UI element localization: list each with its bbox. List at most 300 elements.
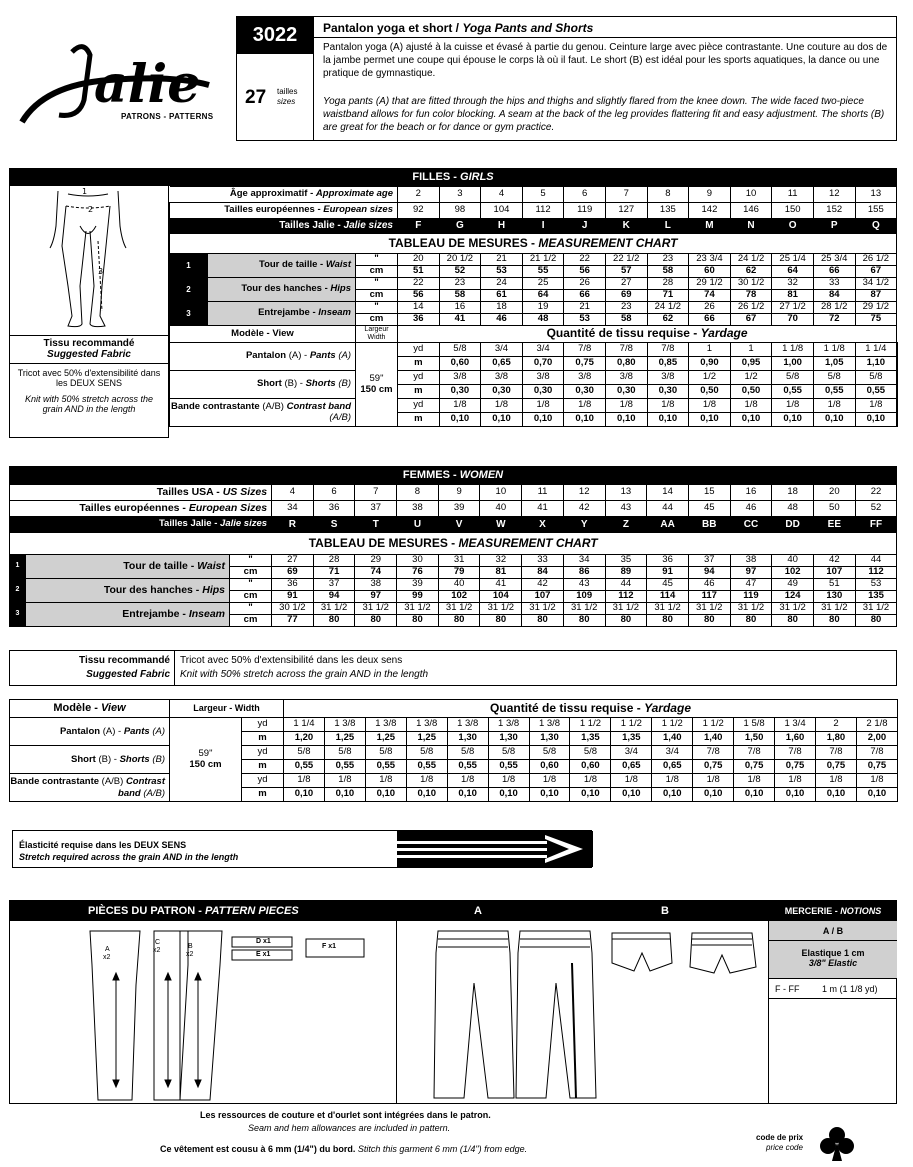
measure-cm-cell: 64 xyxy=(522,290,564,302)
jalie-size-cell: S xyxy=(313,517,355,533)
yard-m-cell: 1,05 xyxy=(813,357,855,371)
piece-c-count: x2 xyxy=(153,947,161,954)
measure-inch-cell: 26 1/2 xyxy=(855,254,897,266)
measure-inch-cell: 32 xyxy=(772,278,814,290)
notions-amount: 1 m (1 1/8 yd) xyxy=(822,984,878,994)
yard-yd-cell: 1/8 xyxy=(856,774,897,788)
us-size-cell: 6 xyxy=(313,485,355,501)
yard-yd-cell: 1/8 xyxy=(447,774,488,788)
measure-inch-cell: 26 xyxy=(564,278,606,290)
unit-m: m xyxy=(398,357,440,371)
yard-m-cell: 0,55 xyxy=(855,385,897,399)
eu-size-cell: 142 xyxy=(689,203,731,219)
yard-m-cell: 0,10 xyxy=(855,413,897,427)
age-cell: 4 xyxy=(481,187,523,203)
yard-m-cell: 0,75 xyxy=(564,357,606,371)
measure-inch-cell: 30 1/2 xyxy=(730,278,772,290)
measure-inch-cell: 33 xyxy=(813,278,855,290)
pieces-header: PIÈCES DU PATRON - PATTERN PIECES A B xyxy=(10,901,768,921)
unit-yd: yd xyxy=(398,343,440,357)
yard-yd-cell: 7/8 xyxy=(734,746,775,760)
measure-inch-cell: 38 xyxy=(730,555,772,567)
measure-cm-cell: 80 xyxy=(730,615,772,627)
yardage-row-label: Bande contrastante (A/B) Contrast band (A/B) xyxy=(10,774,170,802)
yard-m-cell: 0,85 xyxy=(647,357,689,371)
unit-yd: yd xyxy=(242,746,284,760)
age-cell: 2 xyxy=(398,187,440,203)
eu-size-cell: 146 xyxy=(730,203,772,219)
measure-inch-cell: 29 1/2 xyxy=(855,302,897,314)
yard-m-cell: 0,95 xyxy=(730,357,772,371)
measure-inch-cell: 31 1/2 xyxy=(397,603,439,615)
eu-size-cell: 150 xyxy=(772,203,814,219)
yard-yd-cell: 1/8 xyxy=(570,774,611,788)
yard-m-cell: 0,10 xyxy=(775,788,816,802)
us-size-cell: 8 xyxy=(397,485,439,501)
jalie-size-cell: W xyxy=(480,517,522,533)
age-cell: 8 xyxy=(647,187,689,203)
measure-inch-cell: 37 xyxy=(688,555,730,567)
measure-cm-cell: 130 xyxy=(813,591,855,603)
yard-yd-cell: 1/8 xyxy=(605,399,647,413)
measure-inch-cell: 31 1/2 xyxy=(730,603,772,615)
yard-m-cell: 1,20 xyxy=(284,732,325,746)
us-size-cell: 7 xyxy=(355,485,397,501)
pattern-pieces-section xyxy=(9,900,897,1104)
pattern-code: 3022 xyxy=(237,17,313,53)
yard-yd-cell xyxy=(897,399,898,413)
age-cell: 7 xyxy=(605,187,647,203)
measure-cm-cell: 135 xyxy=(855,591,897,603)
measure-inch-cell: 21 xyxy=(481,254,523,266)
measure-inch-cell: 24 1/2 xyxy=(647,302,689,314)
jalie-size-cell: DD xyxy=(772,517,814,533)
yard-yd-cell: 7/8 xyxy=(816,746,857,760)
eu-size-cell: 127 xyxy=(605,203,647,219)
yard-m-cell: 0,55 xyxy=(447,760,488,774)
yard-yd-cell: 1/8 xyxy=(284,774,325,788)
measure-cm-cell: 107 xyxy=(813,567,855,579)
measure-cm-cell: 102 xyxy=(438,591,480,603)
measure-inch-cell: 40 xyxy=(438,579,480,591)
measure-inch-cell: 38 xyxy=(355,579,397,591)
measure-number: 2 xyxy=(170,278,208,302)
yard-yd-cell: 7/8 xyxy=(647,343,689,357)
measure-cm-cell: 84 xyxy=(813,290,855,302)
yard-m-cell: 0,10 xyxy=(406,788,447,802)
measure-cm-cell: 80 xyxy=(563,615,605,627)
yard-yd-cell: 5/8 xyxy=(365,746,406,760)
women-yardage-table xyxy=(9,699,898,802)
yard-m-cell: 0,60 xyxy=(439,357,481,371)
unit-inch: " xyxy=(356,302,398,314)
measure-cm-cell: 119 xyxy=(730,591,772,603)
measure-inch-cell: 31 1/2 xyxy=(772,603,814,615)
measure-number: 3 xyxy=(170,302,208,326)
sizes-label-en: sizes xyxy=(277,97,296,106)
jalie-size-cell: P xyxy=(813,219,855,234)
measure-inch-cell: 41 xyxy=(480,579,522,591)
us-size-cell: 4 xyxy=(272,485,314,501)
measure-cm-cell: 80 xyxy=(355,615,397,627)
fabric-desc-en: Knit with 50% stretch across the grain AND in the length xyxy=(180,669,429,680)
fabric-label-fr: Tissu recommandé xyxy=(79,655,170,666)
measure-inch-cell: 28 1/2 xyxy=(813,302,855,314)
measure-cm-cell: 41 xyxy=(439,314,481,326)
measure-cm-cell: 80 xyxy=(855,615,897,627)
fabric-label-fr: Tissu recommandé xyxy=(43,338,135,349)
yard-m-cell: 0,10 xyxy=(564,413,606,427)
measure-cm-cell: 56 xyxy=(564,266,606,278)
eu-size-cell: 44 xyxy=(647,501,689,517)
jalie-size-cell: N xyxy=(730,219,772,234)
unit-inch: " xyxy=(230,579,272,591)
age-cell: 6 xyxy=(564,187,606,203)
yard-m-cell: 0,10 xyxy=(447,788,488,802)
brand-tagline: PATRONS - PATTERNS xyxy=(121,112,214,121)
yard-yd-cell: 5/8 xyxy=(772,371,814,385)
girls-size-table xyxy=(169,186,898,427)
eu-row-label: Tailles européennes - European Sizes xyxy=(10,501,272,517)
eu-size-cell: 34 xyxy=(272,501,314,517)
yard-yd-cell: 1/8 xyxy=(611,774,652,788)
measure-inch-cell: 25 xyxy=(522,278,564,290)
measure-inch-cell: 25 3/4 xyxy=(813,254,855,266)
measure-cm-cell: 109 xyxy=(563,591,605,603)
yard-m-cell: 0,70 xyxy=(522,357,564,371)
measure-cm-cell: 97 xyxy=(355,591,397,603)
sizes-label-fr: tailles xyxy=(277,87,298,96)
yard-m-cell: 0,10 xyxy=(693,788,734,802)
measure-number: 1 xyxy=(10,555,26,579)
jalie-size-cell: Z xyxy=(605,517,647,533)
girls-fabric-box xyxy=(9,336,169,438)
jalie-size-cell: O xyxy=(772,219,814,234)
us-size-cell: 18 xyxy=(772,485,814,501)
view-a-label: A xyxy=(474,905,482,917)
unit-inch: " xyxy=(230,555,272,567)
unit-cm: cm xyxy=(230,615,272,627)
women-section xyxy=(9,466,897,627)
eu-size-cell: 50 xyxy=(813,501,855,517)
measure-cm-cell: 86 xyxy=(563,567,605,579)
yard-m-cell xyxy=(897,357,898,371)
yard-yd-cell: 5/8 xyxy=(324,746,365,760)
jalie-size-cell: X xyxy=(522,517,564,533)
measure-cm-cell: 102 xyxy=(772,567,814,579)
yard-m-cell: 0,10 xyxy=(772,413,814,427)
women-chart-title: TABLEAU DE MESURES - MEASUREMENT CHART xyxy=(10,533,897,555)
women-size-table xyxy=(9,484,897,627)
description-en: Yoga pants (A) that are fitted through the hips and thighs and slightly flared from the knee down. The wide faced two-piece waistband allows for fun color blocking. A seam at the back of the leg provides flattering fit and easy adjustment. The shorts (B) are great for the beach or for dance or gym practice. xyxy=(323,96,885,133)
measure-cm-cell: 124 xyxy=(772,591,814,603)
garment-illustrations-icon xyxy=(400,923,772,1103)
measure-inch-cell: 31 1/2 xyxy=(813,603,855,615)
yard-yd-cell: 7/8 xyxy=(693,746,734,760)
yard-yd-cell: 1/8 xyxy=(775,774,816,788)
yard-yd-cell: 1 3/8 xyxy=(529,718,570,732)
measure-cm-cell: 69 xyxy=(605,290,647,302)
measure-cm-cell: 46 xyxy=(481,314,523,326)
view-b-label: B xyxy=(661,905,669,917)
yard-m-cell: 0,60 xyxy=(529,760,570,774)
piece-b-letter: B xyxy=(188,943,193,950)
yard-m-cell: 0,55 xyxy=(813,385,855,399)
measure-inch-cell: 29 1/2 xyxy=(689,278,731,290)
age-cell: 9 xyxy=(689,187,731,203)
measure-cm-cell: 89 xyxy=(605,567,647,579)
measure-cm-cell: 67 xyxy=(730,314,772,326)
jalie-size-cell: BB xyxy=(688,517,730,533)
measure-cm-cell: 48 xyxy=(522,314,564,326)
measure-inch-cell: 23 3/4 xyxy=(689,254,731,266)
women-fabric-box xyxy=(9,650,897,686)
measure-inch-cell: 32 xyxy=(480,555,522,567)
yard-m-cell: 0,55 xyxy=(406,760,447,774)
yard-m-cell: 0,75 xyxy=(693,760,734,774)
yard-m-cell: 0,65 xyxy=(652,760,693,774)
unit-m: m xyxy=(242,760,284,774)
yard-yd-cell: 1 1/8 xyxy=(813,343,855,357)
measure-cm-cell: 66 xyxy=(813,266,855,278)
measure-number: 2 xyxy=(10,579,26,603)
us-size-cell: 20 xyxy=(813,485,855,501)
yard-m-cell: 0,10 xyxy=(813,413,855,427)
yard-yd-cell: 1/8 xyxy=(730,399,772,413)
yard-m-cell: 0,60 xyxy=(570,760,611,774)
unit-yd: yd xyxy=(242,718,284,732)
measure-inch-cell: 53 xyxy=(855,579,897,591)
svg-text:1: 1 xyxy=(82,187,88,196)
age-row-label: Âge approximatif - Approximate age xyxy=(170,187,398,203)
yard-yd-cell: 1 5/8 xyxy=(734,718,775,732)
measure-inch-cell: 36 xyxy=(272,579,314,591)
jalie-size-cell: M xyxy=(689,219,731,234)
svg-text:3: 3 xyxy=(98,267,104,276)
us-size-cell: 16 xyxy=(730,485,772,501)
yard-m-cell: 0,10 xyxy=(734,788,775,802)
yard-m-cell: 0,10 xyxy=(605,413,647,427)
age-cell: 13 xyxy=(855,187,897,203)
measure-inch-cell: 22 xyxy=(564,254,606,266)
measure-inch-cell: 51 xyxy=(813,579,855,591)
yard-yd-cell: 3/8 xyxy=(439,371,481,385)
yard-yd-cell: 1 3/8 xyxy=(488,718,529,732)
measure-inch-cell: 26 1/2 xyxy=(730,302,772,314)
yard-yd-cell: 1 1/2 xyxy=(611,718,652,732)
eu-size-cell: 98 xyxy=(439,203,481,219)
measure-cm-cell: 72 xyxy=(813,314,855,326)
yardage-row-label: Short (B) - Shorts (B) xyxy=(10,746,170,774)
unit-inch: " xyxy=(356,254,398,266)
measure-inch-cell: 31 1/2 xyxy=(855,603,897,615)
yard-yd-cell: 1 1/2 xyxy=(652,718,693,732)
yard-m-cell: 1,50 xyxy=(734,732,775,746)
yard-m-cell: 0,65 xyxy=(481,357,523,371)
yard-yd-cell: 5/8 xyxy=(570,746,611,760)
yard-yd-cell: 1 1/4 xyxy=(284,718,325,732)
measure-label: Tour des hanches - Hips xyxy=(26,579,230,603)
measure-cm-cell: 53 xyxy=(481,266,523,278)
jalie-size-cell: L xyxy=(647,219,689,234)
yard-yd-cell: 1 1/4 xyxy=(855,343,897,357)
measure-cm-cell: 55 xyxy=(522,266,564,278)
yard-yd-cell: 3/8 xyxy=(647,371,689,385)
stretch-arrow-icon xyxy=(397,831,593,867)
measure-cm-cell: 87 xyxy=(855,290,897,302)
yardage-row-label: Pantalon (A) - Pants (A) xyxy=(170,343,356,371)
measure-cm-cell: 80 xyxy=(605,615,647,627)
measure-inch-cell: 24 xyxy=(481,278,523,290)
unit-m: m xyxy=(242,732,284,746)
measure-inch-cell: 36 xyxy=(647,555,689,567)
yard-m-cell: 0,75 xyxy=(734,760,775,774)
yard-m-cell: 0,75 xyxy=(856,760,897,774)
measure-cm-cell: 76 xyxy=(397,567,439,579)
measure-cm-cell: 97 xyxy=(730,567,772,579)
unit-yd: yd xyxy=(398,371,440,385)
measure-inch-cell: 29 xyxy=(355,555,397,567)
girls-chart-title: TABLEAU DE MESURES - MEASUREMENT CHART xyxy=(170,234,897,254)
piece-b-count: x2 xyxy=(186,951,194,958)
yard-yd-cell: 1/8 xyxy=(772,399,814,413)
yard-m-cell: 1,25 xyxy=(406,732,447,746)
eu-size-cell: 135 xyxy=(647,203,689,219)
unit-yd: yd xyxy=(242,774,284,788)
fabric-label-en: Suggested Fabric xyxy=(47,349,131,360)
measure-inch-cell: 44 xyxy=(605,579,647,591)
measure-cm-cell: 117 xyxy=(688,591,730,603)
measure-inch-cell: 16 xyxy=(439,302,481,314)
unit-m: m xyxy=(398,413,440,427)
stretch-banner xyxy=(12,830,592,868)
notions-sizes: F - FF xyxy=(775,984,800,994)
measure-cm-cell: 107 xyxy=(522,591,564,603)
measure-inch-cell: 31 1/2 xyxy=(355,603,397,615)
measure-inch-cell: 23 xyxy=(605,302,647,314)
yard-m-cell: 0,10 xyxy=(522,413,564,427)
yard-m-cell: 0,55 xyxy=(284,760,325,774)
yard-m-cell: 0,10 xyxy=(284,788,325,802)
yard-yd-cell: 3/8 xyxy=(605,371,647,385)
yard-yd-cell: 3/8 xyxy=(564,371,606,385)
yard-yd-cell: 7/8 xyxy=(605,343,647,357)
us-size-cell: 11 xyxy=(522,485,564,501)
measure-cm-cell: 57 xyxy=(605,266,647,278)
unit-m: m xyxy=(398,385,440,399)
yard-yd-cell: 1/8 xyxy=(855,399,897,413)
piece-d-label: D x1 xyxy=(256,938,271,945)
yard-yd-cell xyxy=(897,371,898,385)
age-cell: 3 xyxy=(439,187,481,203)
jalie-size-cell: U xyxy=(397,517,439,533)
piece-e-label: E x1 xyxy=(256,951,271,958)
jalie-size-cell: G xyxy=(439,219,481,234)
measure-cm-cell: 58 xyxy=(605,314,647,326)
description-fr: Pantalon yoga (A) ajusté à la cuisse et évasé à partie du genou. Ceinture large avec pièce contrastante. Une couture au dos de la jambe permet une coupe qui épouse le corps là où il faut. Le short (B) est idéal pour les sports aquatiques, la dance ou une pratique de gymnastique. xyxy=(323,42,888,79)
yard-m-cell: 0,10 xyxy=(529,788,570,802)
yard-m-cell: 0,10 xyxy=(488,788,529,802)
measure-inch-cell: 40 xyxy=(772,555,814,567)
girls-section xyxy=(9,168,897,425)
measure-inch-cell: 23 xyxy=(647,254,689,266)
yard-yd-cell: 7/8 xyxy=(775,746,816,760)
yard-m-cell: 0,30 xyxy=(564,385,606,399)
measure-inch-cell: 37 xyxy=(313,579,355,591)
measure-cm-cell: 64 xyxy=(772,266,814,278)
measure-inch-cell: 31 1/2 xyxy=(563,603,605,615)
yard-m-cell: 0,10 xyxy=(730,413,772,427)
jalie-size-cell: R xyxy=(272,517,314,533)
measure-cm-cell: 71 xyxy=(647,290,689,302)
yard-yd-cell: 1 1/2 xyxy=(570,718,611,732)
measure-inch-cell: 31 1/2 xyxy=(313,603,355,615)
yard-m-cell: 1,35 xyxy=(570,732,611,746)
measure-inch-cell: 31 1/2 xyxy=(647,603,689,615)
measure-inch-cell: 18 xyxy=(481,302,523,314)
yard-m-cell: 1,40 xyxy=(693,732,734,746)
age-cell: 10 xyxy=(730,187,772,203)
jalie-size-cell: J xyxy=(564,219,606,234)
yard-m-cell: 0,55 xyxy=(365,760,406,774)
yard-m-cell: 0,30 xyxy=(647,385,689,399)
piece-f-label: F x1 xyxy=(322,943,337,950)
measure-inch-cell: 21 xyxy=(564,302,606,314)
measure-label: Entrejambe - Inseam xyxy=(26,603,230,627)
measure-inch-cell: 26 xyxy=(689,302,731,314)
measure-number: 1 xyxy=(170,254,208,278)
yard-m-cell: 0,10 xyxy=(365,788,406,802)
sizes-count: 27 xyxy=(245,87,267,108)
us-size-cell: 12 xyxy=(563,485,605,501)
measure-inch-cell: 25 1/4 xyxy=(772,254,814,266)
yard-yd-cell: 1 1/2 xyxy=(693,718,734,732)
eu-size-cell: 43 xyxy=(605,501,647,517)
measure-inch-cell: 39 xyxy=(397,579,439,591)
yardage-row-label: Bande contrastante (A/B) Contrast band (A/B) xyxy=(170,399,356,427)
measure-inch-cell: 31 1/2 xyxy=(438,603,480,615)
measure-cm-cell: 81 xyxy=(480,567,522,579)
measure-cm-cell: 36 xyxy=(398,314,440,326)
allowance-text-en: Seam and hem allowances are included in pattern. xyxy=(248,1123,451,1133)
jalie-size-cell: I xyxy=(522,219,564,234)
measure-cm-cell: 80 xyxy=(480,615,522,627)
yard-yd-cell: 1 xyxy=(730,343,772,357)
yard-yd-cell: 1/8 xyxy=(816,774,857,788)
measure-cm-cell: 62 xyxy=(647,314,689,326)
measure-inch-cell: 20 1/2 xyxy=(439,254,481,266)
yard-yd-cell xyxy=(897,343,898,357)
yard-m-cell: 0,10 xyxy=(570,788,611,802)
yard-yd-cell: 1 3/8 xyxy=(324,718,365,732)
unit-cm: cm xyxy=(356,290,398,302)
measure-inch-cell: 27 xyxy=(605,278,647,290)
jalie-row-label: Tailles Jalie - Jalie sizes xyxy=(10,517,272,533)
yard-m-cell: 0,90 xyxy=(689,357,731,371)
eu-size-cell: 152 xyxy=(813,203,855,219)
yard-yd-cell: 5/8 xyxy=(439,343,481,357)
jalie-size-cell: K xyxy=(605,219,647,234)
notions-item: Elastique 1 cm 3/8" Elastic xyxy=(769,941,897,979)
yard-m-cell: 0,55 xyxy=(324,760,365,774)
us-size-cell: 9 xyxy=(438,485,480,501)
yard-yd-cell: 1/8 xyxy=(365,774,406,788)
yard-yd-cell: 1 xyxy=(689,343,731,357)
measure-cm-cell: 69 xyxy=(272,567,314,579)
yard-yd-cell: 3/4 xyxy=(522,343,564,357)
jalie-size-cell: EE xyxy=(813,517,855,533)
yard-m-cell: 1,40 xyxy=(652,732,693,746)
